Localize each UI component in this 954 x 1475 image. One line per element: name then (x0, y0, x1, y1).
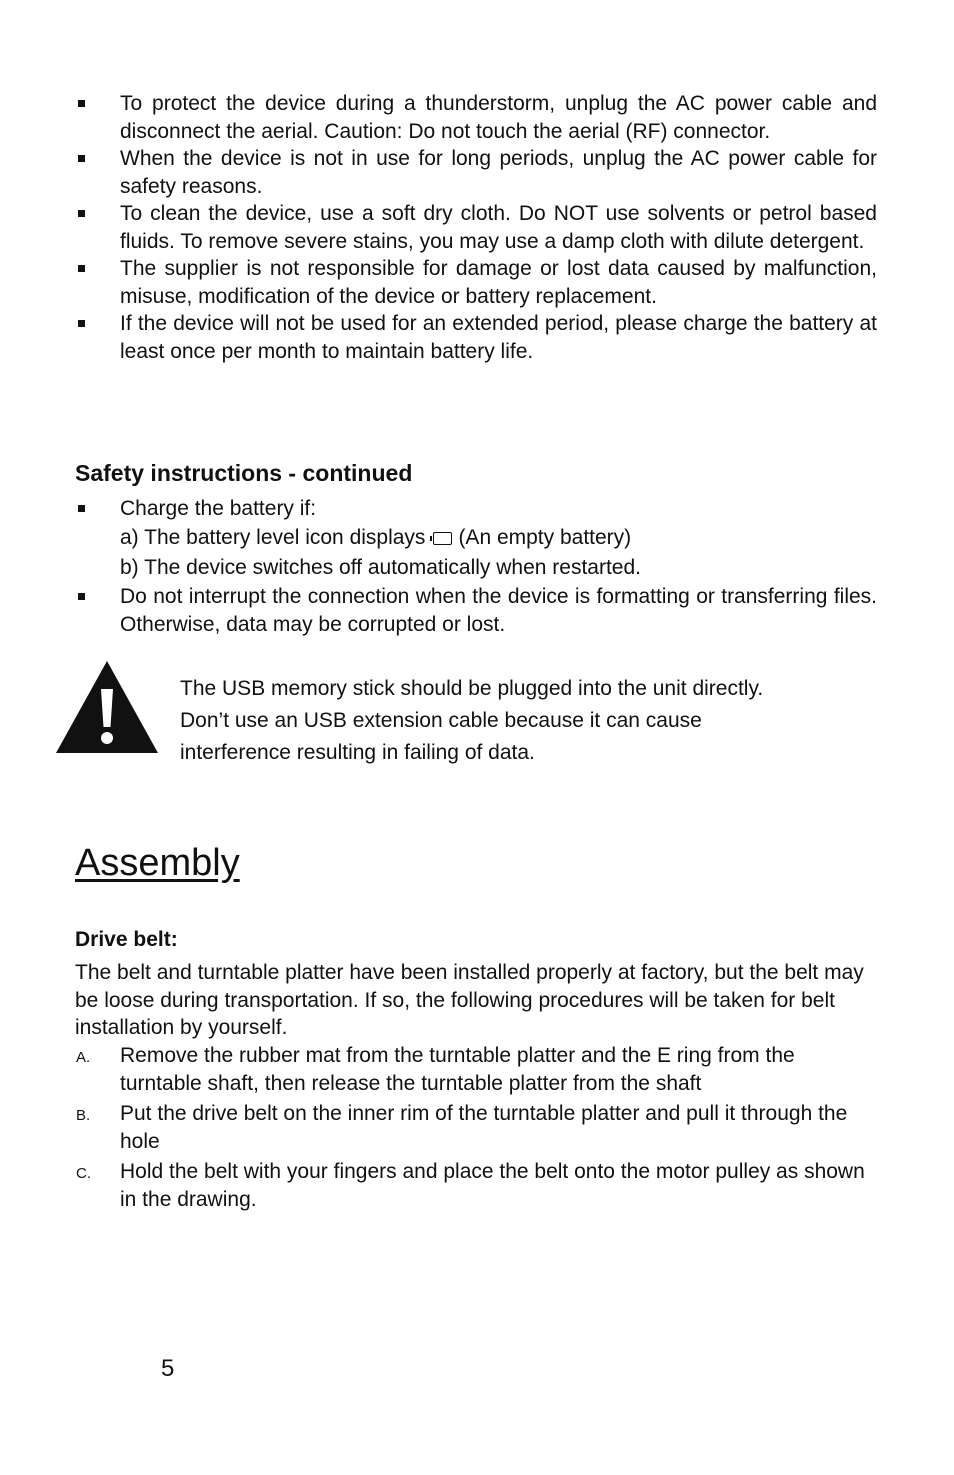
safety-list (75, 495, 877, 638)
assembly-steps (75, 1042, 875, 1216)
warning-triangle-icon (54, 659, 160, 755)
bullet-square-icon (78, 505, 85, 512)
bullet-square-icon (78, 320, 85, 327)
list-item-interrupt: Do not interrupt the connection when the device is formatting or transferring files. Otherwise, data may be corrupted or lost. (75, 583, 877, 638)
list-item: When the device is not in use for long periods, unplug the AC power cable for safety reasons. (75, 145, 877, 200)
list-item: To clean the device, use a soft dry cloth. Do NOT use solvents or petrol based fluids. To remove severe stains, you may use a damp cloth with dilute detergent. (75, 200, 877, 255)
usb-warning-note: The USB memory stick should be plugged into the unit directly. Don’t use an USB extension cable because it can cause interference resulting in failing of data. (180, 677, 764, 764)
bullet-square-icon (78, 593, 85, 600)
bullet-square-icon (78, 155, 85, 162)
safety-continued-heading: Safety instructions - continued (75, 460, 413, 486)
bullet-square-icon (78, 265, 85, 272)
drive-belt-heading: Drive belt: (75, 928, 178, 951)
list-item: The supplier is not responsible for damage or lost data caused by malfunction, misuse, modification of the device or battery replacement. (75, 255, 877, 310)
step-item: B. Put the drive belt on the inner rim of the turntable platter and pull it through the hole (76, 1102, 848, 1153)
list-item: To protect the device during a thunderstorm, unplug the AC power cable and disconnect the aerial. Caution: Do not touch the aerial (RF) connector. (75, 90, 877, 145)
step-item: A. Remove the rubber mat from the turntable platter and the E ring from the turntable shaft, then release the turntable platter from the shaft (76, 1044, 795, 1095)
bullet-square-icon (78, 210, 85, 217)
empty-battery-icon (433, 532, 452, 545)
precautions-list (75, 90, 877, 365)
bullet-square-icon (78, 100, 85, 107)
list-item: If the device will not be used for an extended period, please charge the battery at least once per month to maintain battery life. (75, 310, 877, 365)
step-letter: A. (76, 1049, 91, 1066)
list-item-charge (75, 495, 877, 583)
drive-belt-intro: The belt and turntable platter have been installed properly at factory, but the belt may be loose during transportation. If so, the following procedures will be taken for belt installation by yourself. (75, 961, 864, 1039)
step-letter: C. (76, 1165, 91, 1182)
page-number: 5 (161, 1355, 175, 1382)
step-letter: B. (76, 1107, 91, 1124)
charge-intro: Charge the battery if: (120, 497, 317, 520)
charge-condition-b: b) The device switches off automatically when restarted. (120, 556, 641, 579)
charge-condition-a: a) The battery level icon displays (An empty battery) (120, 526, 632, 549)
assembly-title: Assembly (75, 842, 240, 884)
step-item: C. Hold the belt with your fingers and place the belt onto the motor pulley as shown in the drawing. (76, 1160, 865, 1211)
